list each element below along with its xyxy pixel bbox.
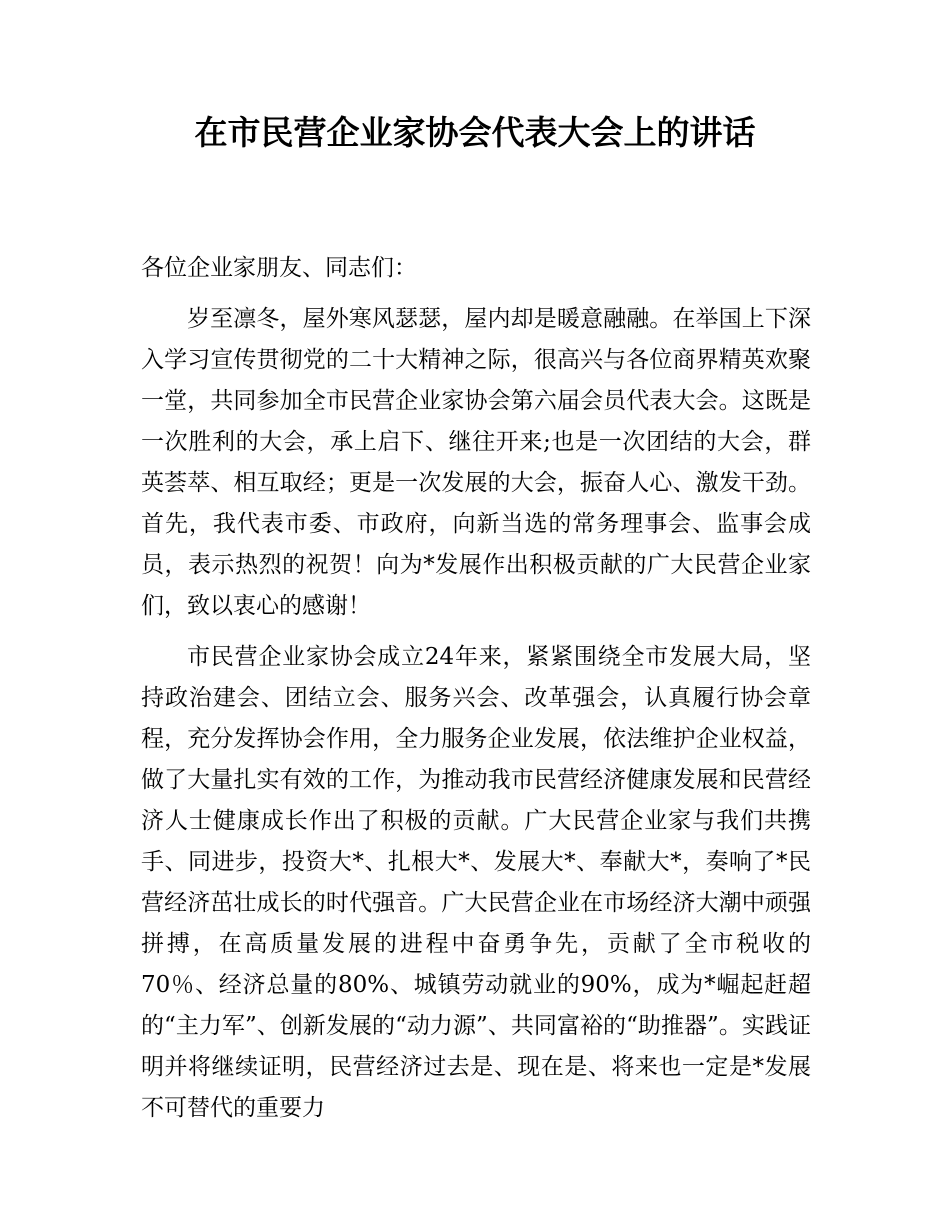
paragraph-association-review: 市民营企业家协会成立24年来，紧紧围绕全市发展大局，坚持政治建会、团结立会、服务兴会、改革强会，认真履行协会章程，充分发挥协会作用，全力服务企业发展，依法维护企业权益，做了大量扎实有效的工作，为推动我市民营经济健康发展和民营经济人士健康成长作出了积极的贡献。广大民营企业家与我们共携手、同进步，投资大*、扎根大*、发展大*、奉献大*，奏响了*民营经济茁壮成长的时代强音。广大民营企业在市场经济大潮中顽强拼搏，在高质量发展的进程中奋勇争先，贡献了全市税收的70％、经济总量的80%、城镇劳动就业的90%，成为*崛起赶超的“主力军”、创新发展的“动力源”、共同富裕的“助推器”。实践证明并将继续证明，民营经济过去是、现在是、将来也一定是*发展不可替代的重要力 <box>141 644 811 1121</box>
document-body <box>141 248 811 1139</box>
salutation: 各位企业家朋友、同志们： <box>141 255 417 281</box>
document-title: 在市民营企业家协会代表大会上的讲话 <box>194 113 756 152</box>
paragraph-opening: 岁至凛冬，屋外寒风瑟瑟，屋内却是暖意融融。在举国上下深入学习宣传贯彻党的二十大精神之际，很高兴与各位商界精英欢聚一堂，共同参加全市民营企业家协会第六届会员代表大会。这既是一次胜利的大会，承上启下、继往开来;也是一次团结的大会，群英荟萃、相互取经；更是一次发展的大会，振奋人心、激发干劲。首先，我代表市委、市政府，向新当选的常务理事会、监事会成员，表示热烈的祝贺！向为*发展作出积极贡献的广大民营企业家们，致以衷心的感谢！ <box>141 306 811 619</box>
